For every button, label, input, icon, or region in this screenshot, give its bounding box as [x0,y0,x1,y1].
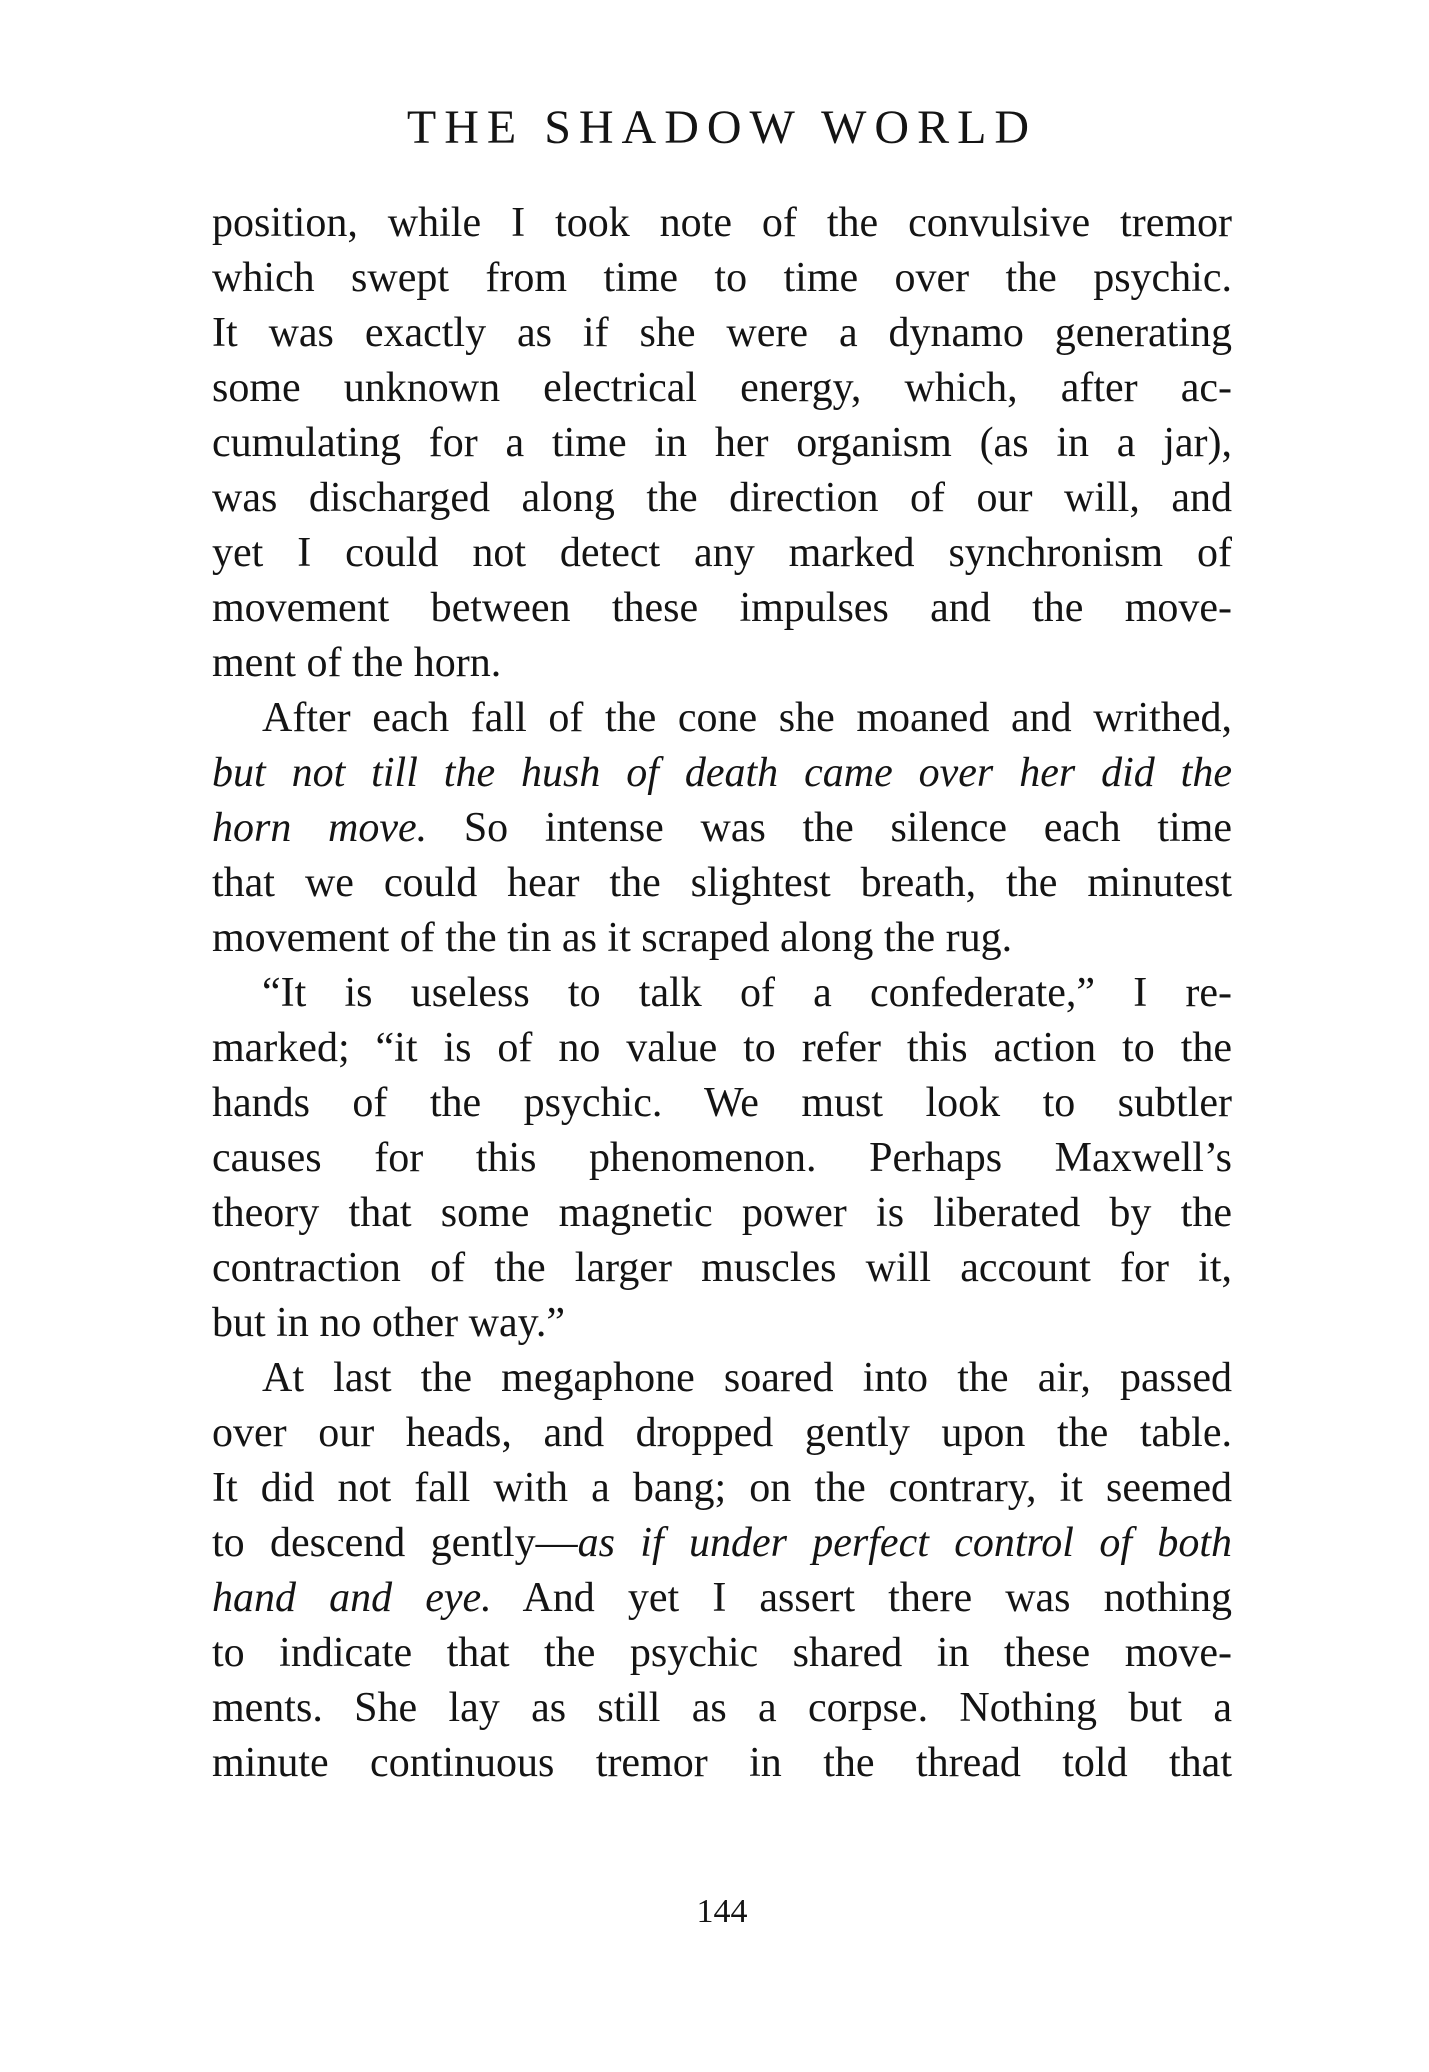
line-text: was discharged along the direction of our will, and [212,475,1232,521]
text-line [212,361,1232,416]
page-number: 144 [696,1893,748,1930]
line-text: ment of the horn. [212,640,502,686]
line-text: “It is useless to talk of a confederate,” I re- [262,970,1232,1016]
italic-text: hand and eye. [212,1575,492,1621]
text-line [212,1626,1232,1681]
text-line [212,1406,1232,1461]
text-line [212,911,1232,966]
text-line [212,691,1232,746]
line-text: causes for this phenomenon. Perhaps Maxwell’s [212,1135,1232,1181]
line-text: contraction of the larger muscles will account for it, [212,1245,1232,1291]
text-line [212,1186,1232,1241]
text-line [212,1736,1232,1791]
line-text: that we could hear the slightest breath, the minutest [212,860,1232,906]
line-text: hands of the psychic. We must look to subtler [212,1080,1232,1126]
line-text: After each fall of the cone she moaned and writhed, [262,695,1232,741]
text-line [212,1516,1232,1571]
italic-text: as if under perfect control of both [577,1520,1232,1566]
line-text: some unknown electrical energy, which, after ac- [212,365,1232,411]
line-text: marked; “it is of no value to refer this action to the [212,1025,1232,1071]
text-line [212,416,1232,471]
text-line [212,1681,1232,1736]
text-line [212,196,1232,251]
text-line [212,746,1232,801]
line-text: movement between these impulses and the move- [212,585,1232,631]
line-text: At last the megaphone soared into the air, passed [262,1355,1232,1401]
line-text: to descend gently— [212,1520,578,1566]
line-text: position, while I took note of the convulsive tremor [212,200,1232,246]
line-text: minute continuous tremor in the thread told that [212,1740,1232,1786]
line-text: which swept from time to time over the psychic. [212,255,1232,301]
text-line [212,526,1232,581]
text-line [212,636,1232,691]
line-text: over our heads, and dropped gently upon the table. [212,1410,1232,1456]
text-line [212,471,1232,526]
line-text: It did not fall with a bang; on the contrary, it seemed [212,1465,1232,1511]
text-line [212,1571,1232,1626]
line-text: cumulating for a time in her organism (as in a jar), [212,420,1232,466]
line-text: And yet I assert there was nothing [491,1575,1232,1621]
line-text: yet I could not detect any marked synchronism of [212,530,1232,576]
italic-text: horn move. [212,805,428,851]
text-line [212,801,1232,856]
text-line [212,1131,1232,1186]
text-line [212,1076,1232,1131]
text-line [212,251,1232,306]
text-line [212,1351,1232,1406]
text-line [212,306,1232,361]
text-line [212,856,1232,911]
line-text: to indicate that the psychic shared in these move- [212,1630,1232,1676]
line-text: It was exactly as if she were a dynamo generating [212,310,1232,356]
text-line [212,966,1232,1021]
text-line [212,1296,1232,1351]
line-text: So intense was the silence each time [427,805,1232,851]
text-line [212,1241,1232,1296]
text-line [212,1461,1232,1516]
line-text: but in no other way.” [212,1300,566,1346]
text-line [212,1021,1232,1076]
italic-text: but not till the hush of death came over her did the [212,750,1232,796]
running-head: THE SHADOW WORLD [406,101,1038,154]
line-text: movement of the tin as it scraped along the rug. [212,915,1013,961]
body-text [212,196,1232,1791]
line-text: ments. She lay as still as a corpse. Nothing but a [212,1685,1232,1731]
line-text: theory that some magnetic power is liberated by the [212,1190,1232,1236]
text-line [212,581,1232,636]
